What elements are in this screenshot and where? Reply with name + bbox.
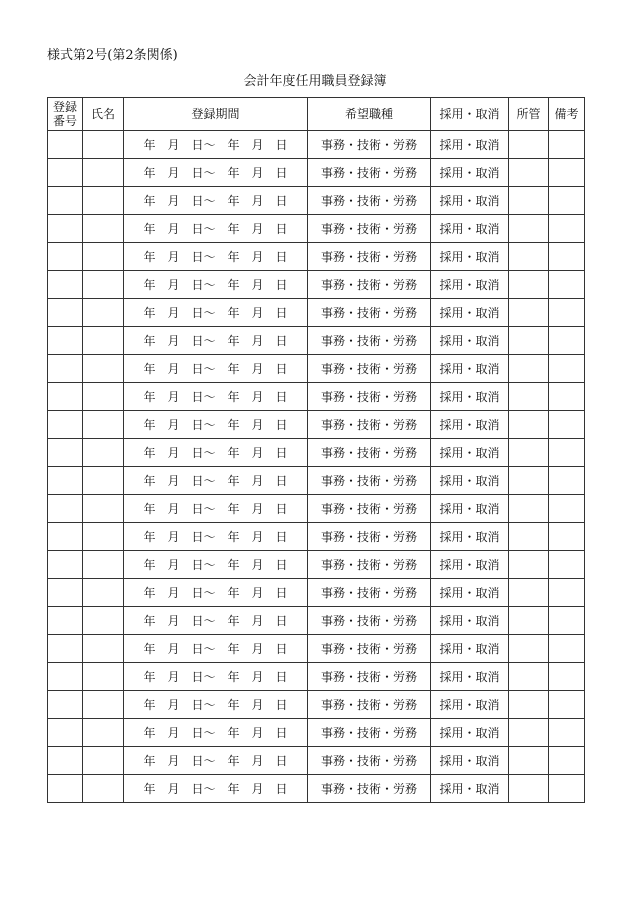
department-cell[interactable]	[509, 775, 549, 803]
department-cell[interactable]	[509, 719, 549, 747]
registration-number-cell[interactable]	[48, 635, 83, 663]
header-desired-job-type: 希望職種	[308, 98, 431, 131]
desired-job-type-cell[interactable]: 事務・技術・労務	[308, 719, 431, 747]
table-row	[48, 439, 585, 467]
department-cell[interactable]	[509, 439, 549, 467]
adoption-cancellation-cell[interactable]: 採用・取消	[431, 355, 509, 383]
name-cell[interactable]	[83, 635, 124, 663]
name-cell[interactable]	[83, 551, 124, 579]
name-cell[interactable]	[83, 411, 124, 439]
registration-period-cell[interactable]: 年 月 日〜 年 月 日	[124, 607, 308, 635]
name-cell[interactable]	[83, 243, 124, 271]
desired-job-type-cell[interactable]: 事務・技術・労務	[308, 355, 431, 383]
department-cell[interactable]	[509, 523, 549, 551]
desired-job-type-cell[interactable]: 事務・技術・労務	[308, 523, 431, 551]
name-cell[interactable]	[83, 775, 124, 803]
registration-period-cell[interactable]: 年 月 日〜 年 月 日	[124, 439, 308, 467]
form-number: 様式第2号(第2条関係)	[47, 48, 178, 63]
name-cell[interactable]	[83, 355, 124, 383]
adoption-cancellation-cell[interactable]: 採用・取消	[431, 607, 509, 635]
table-row	[48, 327, 585, 355]
remarks-cell[interactable]	[549, 299, 585, 327]
registration-period-cell[interactable]: 年 月 日〜 年 月 日	[124, 775, 308, 803]
department-cell[interactable]	[509, 495, 549, 523]
table-row	[48, 187, 585, 215]
registration-number-cell[interactable]	[48, 719, 83, 747]
table-row	[48, 663, 585, 691]
adoption-cancellation-cell[interactable]: 採用・取消	[431, 719, 509, 747]
registration-period-cell[interactable]: 年 月 日〜 年 月 日	[124, 299, 308, 327]
adoption-cancellation-cell[interactable]: 採用・取消	[431, 663, 509, 691]
desired-job-type-cell[interactable]: 事務・技術・労務	[308, 467, 431, 495]
adoption-cancellation-cell[interactable]: 採用・取消	[431, 467, 509, 495]
adoption-cancellation-cell[interactable]: 採用・取消	[431, 551, 509, 579]
department-cell[interactable]	[509, 131, 549, 159]
department-cell[interactable]	[509, 551, 549, 579]
desired-job-type-cell[interactable]: 事務・技術・労務	[308, 411, 431, 439]
name-cell[interactable]	[83, 131, 124, 159]
registration-number-cell[interactable]	[48, 663, 83, 691]
registration-period-cell[interactable]: 年 月 日〜 年 月 日	[124, 663, 308, 691]
desired-job-type-cell[interactable]: 事務・技術・労務	[308, 495, 431, 523]
table-row	[48, 495, 585, 523]
table-row	[48, 355, 585, 383]
registration-number-cell[interactable]	[48, 271, 83, 299]
table-row	[48, 635, 585, 663]
table-body	[48, 131, 585, 803]
department-cell[interactable]	[509, 663, 549, 691]
department-cell[interactable]	[509, 579, 549, 607]
registration-period-cell[interactable]: 年 月 日〜 年 月 日	[124, 691, 308, 719]
table-row	[48, 691, 585, 719]
desired-job-type-cell[interactable]: 事務・技術・労務	[308, 607, 431, 635]
registration-number-cell[interactable]	[48, 467, 83, 495]
department-cell[interactable]	[509, 607, 549, 635]
table-row	[48, 215, 585, 243]
header-registration-period: 登録期間	[124, 98, 308, 131]
table-row	[48, 775, 585, 803]
remarks-cell[interactable]	[549, 355, 585, 383]
registration-period-cell[interactable]: 年 月 日〜 年 月 日	[124, 355, 308, 383]
adoption-cancellation-cell[interactable]: 採用・取消	[431, 159, 509, 187]
remarks-cell[interactable]	[549, 215, 585, 243]
remarks-cell[interactable]	[549, 607, 585, 635]
registration-period-cell[interactable]: 年 月 日〜 年 月 日	[124, 411, 308, 439]
table-row	[48, 607, 585, 635]
adoption-cancellation-cell[interactable]: 採用・取消	[431, 747, 509, 775]
name-cell[interactable]	[83, 439, 124, 467]
registration-number-cell[interactable]	[48, 439, 83, 467]
registration-number-cell[interactable]	[48, 747, 83, 775]
registration-period-cell[interactable]: 年 月 日〜 年 月 日	[124, 327, 308, 355]
registration-period-cell[interactable]: 年 月 日〜 年 月 日	[124, 635, 308, 663]
desired-job-type-cell[interactable]: 事務・技術・労務	[308, 383, 431, 411]
registration-number-cell[interactable]	[48, 775, 83, 803]
registration-number-cell[interactable]	[48, 551, 83, 579]
table-row	[48, 467, 585, 495]
remarks-cell[interactable]	[549, 243, 585, 271]
desired-job-type-cell[interactable]: 事務・技術・労務	[308, 635, 431, 663]
remarks-cell[interactable]	[549, 411, 585, 439]
header-name: 氏名	[83, 98, 124, 131]
registration-period-cell[interactable]: 年 月 日〜 年 月 日	[124, 467, 308, 495]
department-cell[interactable]	[509, 327, 549, 355]
table-row	[48, 243, 585, 271]
desired-job-type-cell[interactable]: 事務・技術・労務	[308, 579, 431, 607]
registration-number-cell[interactable]	[48, 691, 83, 719]
name-cell[interactable]	[83, 187, 124, 215]
name-cell[interactable]	[83, 327, 124, 355]
remarks-cell[interactable]	[549, 187, 585, 215]
remarks-cell[interactable]	[549, 327, 585, 355]
table-row	[48, 159, 585, 187]
registration-number-cell[interactable]	[48, 355, 83, 383]
remarks-cell[interactable]	[549, 439, 585, 467]
registration-period-cell[interactable]: 年 月 日〜 年 月 日	[124, 383, 308, 411]
registration-number-cell[interactable]	[48, 523, 83, 551]
registration-period-cell[interactable]: 年 月 日〜 年 月 日	[124, 215, 308, 243]
registration-number-cell[interactable]	[48, 159, 83, 187]
table-row	[48, 579, 585, 607]
header-department: 所管	[509, 98, 549, 131]
remarks-cell[interactable]	[549, 131, 585, 159]
department-cell[interactable]	[509, 747, 549, 775]
department-cell[interactable]	[509, 691, 549, 719]
remarks-cell[interactable]	[549, 271, 585, 299]
desired-job-type-cell[interactable]: 事務・技術・労務	[308, 551, 431, 579]
name-cell[interactable]	[83, 663, 124, 691]
department-cell[interactable]	[509, 187, 549, 215]
header-adoption-cancellation: 採用・取消	[431, 98, 509, 131]
registration-number-cell[interactable]	[48, 299, 83, 327]
desired-job-type-cell[interactable]: 事務・技術・労務	[308, 215, 431, 243]
registration-period-cell[interactable]: 年 月 日〜 年 月 日	[124, 719, 308, 747]
registration-number-cell[interactable]	[48, 215, 83, 243]
adoption-cancellation-cell[interactable]: 採用・取消	[431, 383, 509, 411]
desired-job-type-cell[interactable]: 事務・技術・労務	[308, 327, 431, 355]
adoption-cancellation-cell[interactable]: 採用・取消	[431, 243, 509, 271]
registration-number-cell[interactable]	[48, 411, 83, 439]
remarks-cell[interactable]	[549, 495, 585, 523]
table-row	[48, 719, 585, 747]
table-row	[48, 271, 585, 299]
name-cell[interactable]	[83, 691, 124, 719]
registration-number-cell[interactable]	[48, 495, 83, 523]
adoption-cancellation-cell[interactable]: 採用・取消	[431, 327, 509, 355]
remarks-cell[interactable]	[549, 635, 585, 663]
remarks-cell[interactable]	[549, 523, 585, 551]
remarks-cell[interactable]	[549, 775, 585, 803]
name-cell[interactable]	[83, 719, 124, 747]
name-cell[interactable]	[83, 579, 124, 607]
header-registration-number: 登録 番号	[48, 98, 83, 131]
registration-period-cell[interactable]: 年 月 日〜 年 月 日	[124, 551, 308, 579]
registration-number-cell[interactable]	[48, 131, 83, 159]
department-cell[interactable]	[509, 159, 549, 187]
adoption-cancellation-cell[interactable]: 採用・取消	[431, 439, 509, 467]
remarks-cell[interactable]	[549, 159, 585, 187]
registration-number-cell[interactable]	[48, 327, 83, 355]
name-cell[interactable]	[83, 495, 124, 523]
adoption-cancellation-cell[interactable]: 採用・取消	[431, 131, 509, 159]
desired-job-type-cell[interactable]: 事務・技術・労務	[308, 663, 431, 691]
desired-job-type-cell[interactable]: 事務・技術・労務	[308, 775, 431, 803]
name-cell[interactable]	[83, 747, 124, 775]
registration-period-cell[interactable]: 年 月 日〜 年 月 日	[124, 271, 308, 299]
name-cell[interactable]	[83, 523, 124, 551]
remarks-cell[interactable]	[549, 719, 585, 747]
name-cell[interactable]	[83, 215, 124, 243]
name-cell[interactable]	[83, 159, 124, 187]
document-title: 会計年度任用職員登録簿	[243, 74, 387, 89]
registration-number-cell[interactable]	[48, 243, 83, 271]
remarks-cell[interactable]	[549, 551, 585, 579]
registration-number-cell[interactable]	[48, 607, 83, 635]
adoption-cancellation-cell[interactable]: 採用・取消	[431, 775, 509, 803]
table-row	[48, 131, 585, 159]
adoption-cancellation-cell[interactable]: 採用・取消	[431, 271, 509, 299]
table-row	[48, 299, 585, 327]
registration-period-cell[interactable]: 年 月 日〜 年 月 日	[124, 579, 308, 607]
department-cell[interactable]	[509, 355, 549, 383]
department-cell[interactable]	[509, 383, 549, 411]
remarks-cell[interactable]	[549, 579, 585, 607]
header-row	[48, 98, 585, 131]
department-cell[interactable]	[509, 635, 549, 663]
name-cell[interactable]	[83, 607, 124, 635]
department-cell[interactable]	[509, 299, 549, 327]
desired-job-type-cell[interactable]: 事務・技術・労務	[308, 691, 431, 719]
adoption-cancellation-cell[interactable]: 採用・取消	[431, 187, 509, 215]
registration-number-cell[interactable]	[48, 579, 83, 607]
header-remarks: 備考	[549, 98, 585, 131]
desired-job-type-cell[interactable]: 事務・技術・労務	[308, 243, 431, 271]
department-cell[interactable]	[509, 215, 549, 243]
adoption-cancellation-cell[interactable]: 採用・取消	[431, 495, 509, 523]
desired-job-type-cell[interactable]: 事務・技術・労務	[308, 439, 431, 467]
registration-period-cell[interactable]: 年 月 日〜 年 月 日	[124, 243, 308, 271]
table-row	[48, 551, 585, 579]
adoption-cancellation-cell[interactable]: 採用・取消	[431, 523, 509, 551]
name-cell[interactable]	[83, 467, 124, 495]
department-cell[interactable]	[509, 467, 549, 495]
desired-job-type-cell[interactable]: 事務・技術・労務	[308, 131, 431, 159]
name-cell[interactable]	[83, 299, 124, 327]
table-row	[48, 411, 585, 439]
department-cell[interactable]	[509, 271, 549, 299]
registration-number-cell[interactable]	[48, 383, 83, 411]
remarks-cell[interactable]	[549, 663, 585, 691]
adoption-cancellation-cell[interactable]: 採用・取消	[431, 299, 509, 327]
registration-period-cell[interactable]: 年 月 日〜 年 月 日	[124, 187, 308, 215]
adoption-cancellation-cell[interactable]: 採用・取消	[431, 691, 509, 719]
adoption-cancellation-cell[interactable]: 採用・取消	[431, 579, 509, 607]
registration-period-cell[interactable]: 年 月 日〜 年 月 日	[124, 131, 308, 159]
table-row	[48, 523, 585, 551]
desired-job-type-cell[interactable]: 事務・技術・労務	[308, 299, 431, 327]
desired-job-type-cell[interactable]: 事務・技術・労務	[308, 159, 431, 187]
department-cell[interactable]	[509, 243, 549, 271]
desired-job-type-cell[interactable]: 事務・技術・労務	[308, 747, 431, 775]
table-row	[48, 747, 585, 775]
adoption-cancellation-cell[interactable]: 採用・取消	[431, 411, 509, 439]
registration-period-cell[interactable]: 年 月 日〜 年 月 日	[124, 159, 308, 187]
name-cell[interactable]	[83, 383, 124, 411]
remarks-cell[interactable]	[549, 467, 585, 495]
registration-table	[47, 97, 585, 803]
registration-period-cell[interactable]: 年 月 日〜 年 月 日	[124, 495, 308, 523]
registration-period-cell[interactable]: 年 月 日〜 年 月 日	[124, 523, 308, 551]
adoption-cancellation-cell[interactable]: 採用・取消	[431, 635, 509, 663]
remarks-cell[interactable]	[549, 383, 585, 411]
remarks-cell[interactable]	[549, 747, 585, 775]
registration-number-cell[interactable]	[48, 187, 83, 215]
adoption-cancellation-cell[interactable]: 採用・取消	[431, 215, 509, 243]
desired-job-type-cell[interactable]: 事務・技術・労務	[308, 271, 431, 299]
table-row	[48, 383, 585, 411]
desired-job-type-cell[interactable]: 事務・技術・労務	[308, 187, 431, 215]
registration-period-cell[interactable]: 年 月 日〜 年 月 日	[124, 747, 308, 775]
department-cell[interactable]	[509, 411, 549, 439]
name-cell[interactable]	[83, 271, 124, 299]
remarks-cell[interactable]	[549, 691, 585, 719]
